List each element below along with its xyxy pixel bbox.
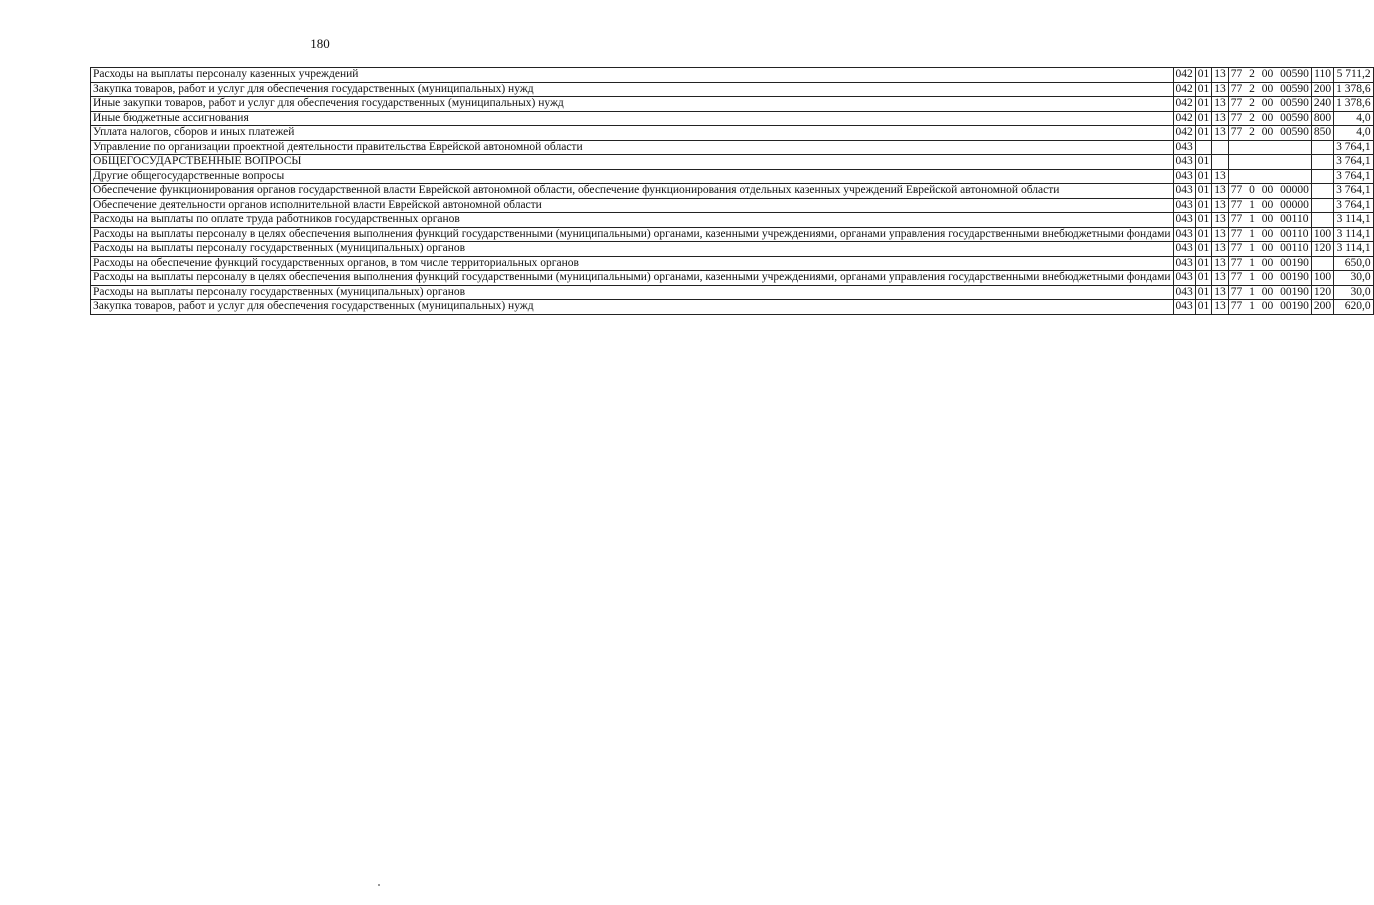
cell-ministry: 043 <box>1173 256 1195 271</box>
cell-subsection: 13 <box>1212 285 1229 300</box>
cell-subsection: 13 <box>1212 111 1229 126</box>
table-row <box>91 140 1374 155</box>
cell-vr: 200 <box>1311 82 1333 97</box>
cell-name: Другие общегосударственные вопросы <box>91 169 1174 184</box>
cell-section: 01 <box>1195 126 1212 141</box>
cell-name: Расходы на обеспечение функций государственных органов, в том числе территориальных органов <box>91 256 1174 271</box>
cell-vr <box>1311 140 1333 155</box>
cell-section: 01 <box>1195 97 1212 112</box>
cell-name: Закупка товаров, работ и услуг для обеспечения государственных (муниципальных) нужд <box>91 82 1174 97</box>
cell-vr <box>1311 198 1333 213</box>
cell-subsection: 13 <box>1212 271 1229 286</box>
cell-section <box>1195 140 1212 155</box>
cell-target <box>1228 155 1311 170</box>
cell-ministry: 043 <box>1173 184 1195 199</box>
cell-ministry: 043 <box>1173 213 1195 228</box>
cell-vr: 110 <box>1311 68 1333 83</box>
cell-vr <box>1311 256 1333 271</box>
table-row <box>91 111 1374 126</box>
cell-amount: 3 114,1 <box>1334 242 1374 257</box>
cell-amount: 620,0 <box>1334 300 1374 315</box>
cell-ministry: 043 <box>1173 300 1195 315</box>
cell-target: 77 1 00 00110 <box>1228 242 1311 257</box>
cell-target: 77 1 00 00000 <box>1228 198 1311 213</box>
cell-vr <box>1311 184 1333 199</box>
cell-ministry: 043 <box>1173 271 1195 286</box>
cell-section: 01 <box>1195 271 1212 286</box>
cell-subsection: 13 <box>1212 169 1229 184</box>
cell-section: 01 <box>1195 111 1212 126</box>
cell-subsection: 13 <box>1212 227 1229 242</box>
cell-vr: 120 <box>1311 242 1333 257</box>
table-row <box>91 155 1374 170</box>
cell-amount: 3 764,1 <box>1334 184 1374 199</box>
table-row <box>91 198 1374 213</box>
table-row <box>91 300 1374 315</box>
table-row <box>91 97 1374 112</box>
cell-name: Иные бюджетные ассигнования <box>91 111 1174 126</box>
cell-target: 77 1 00 00190 <box>1228 285 1311 300</box>
table-row <box>91 169 1374 184</box>
cell-amount: 3 764,1 <box>1334 169 1374 184</box>
cell-name: Расходы на выплаты по оплате труда работников государственных органов <box>91 213 1174 228</box>
cell-subsection: 13 <box>1212 97 1229 112</box>
cell-section: 01 <box>1195 213 1212 228</box>
cell-amount: 650,0 <box>1334 256 1374 271</box>
cell-ministry: 043 <box>1173 198 1195 213</box>
cell-target: 77 1 00 00190 <box>1228 271 1311 286</box>
table-row <box>91 82 1374 97</box>
cell-subsection: 13 <box>1212 184 1229 199</box>
cell-section: 01 <box>1195 68 1212 83</box>
cell-name: Расходы на выплаты персоналу в целях обеспечения выполнения функций государственными (муниципальными) органами, казенными учреждениями, органами управления государственными внебюджетными фондами <box>91 227 1174 242</box>
table-row <box>91 213 1374 228</box>
cell-vr <box>1311 213 1333 228</box>
cell-amount: 3 114,1 <box>1334 227 1374 242</box>
cell-ministry: 043 <box>1173 242 1195 257</box>
cell-name: Иные закупки товаров, работ и услуг для обеспечения государственных (муниципальных) нужд <box>91 97 1174 112</box>
budget-table-body <box>91 68 1374 315</box>
cell-name: Закупка товаров, работ и услуг для обеспечения государственных (муниципальных) нужд <box>91 300 1174 315</box>
cell-vr: 100 <box>1311 227 1333 242</box>
cell-ministry: 042 <box>1173 82 1195 97</box>
table-row <box>91 285 1374 300</box>
budget-table <box>90 67 1374 315</box>
cell-vr: 100 <box>1311 271 1333 286</box>
table-row <box>91 271 1374 286</box>
cell-subsection: 13 <box>1212 256 1229 271</box>
cell-section: 01 <box>1195 82 1212 97</box>
cell-name: Обеспечение функционирования органов государственной власти Еврейской автономной области, обеспечение функционирования отдельных казенных учреждений Еврейской автономной области <box>91 184 1174 199</box>
cell-ministry: 042 <box>1173 111 1195 126</box>
cell-section: 01 <box>1195 184 1212 199</box>
cell-ministry: 042 <box>1173 97 1195 112</box>
cell-target: 77 1 00 00110 <box>1228 213 1311 228</box>
cell-name: Обеспечение деятельности органов исполнительной власти Еврейской автономной области <box>91 198 1174 213</box>
cell-subsection <box>1212 140 1229 155</box>
cell-name: Уплата налогов, сборов и иных платежей <box>91 126 1174 141</box>
cell-target: 77 0 00 00000 <box>1228 184 1311 199</box>
cell-vr: 200 <box>1311 300 1333 315</box>
cell-name: Расходы на выплаты персоналу государственных (муниципальных) органов <box>91 285 1174 300</box>
table-row <box>91 242 1374 257</box>
cell-section: 01 <box>1195 169 1212 184</box>
cell-target: 77 2 00 00590 <box>1228 68 1311 83</box>
cell-ministry: 042 <box>1173 126 1195 141</box>
cell-target: 77 1 00 00110 <box>1228 227 1311 242</box>
cell-amount: 1 378,6 <box>1334 97 1374 112</box>
cell-name: Расходы на выплаты персоналу государственных (муниципальных) органов <box>91 242 1174 257</box>
cell-ministry: 043 <box>1173 140 1195 155</box>
cell-section: 01 <box>1195 300 1212 315</box>
cell-vr <box>1311 155 1333 170</box>
cell-section: 01 <box>1195 285 1212 300</box>
table-row <box>91 227 1374 242</box>
cell-subsection: 13 <box>1212 82 1229 97</box>
cell-section: 01 <box>1195 155 1212 170</box>
cell-vr: 240 <box>1311 97 1333 112</box>
cell-ministry: 042 <box>1173 68 1195 83</box>
table-row <box>91 184 1374 199</box>
cell-section: 01 <box>1195 256 1212 271</box>
table-row <box>91 256 1374 271</box>
cell-subsection: 13 <box>1212 242 1229 257</box>
cell-section: 01 <box>1195 198 1212 213</box>
cell-subsection: 13 <box>1212 68 1229 83</box>
cell-ministry: 043 <box>1173 227 1195 242</box>
cell-amount: 30,0 <box>1334 271 1374 286</box>
cell-amount: 3 764,1 <box>1334 140 1374 155</box>
table-row <box>91 126 1374 141</box>
cell-amount: 4,0 <box>1334 126 1374 141</box>
cell-target <box>1228 169 1311 184</box>
cell-ministry: 043 <box>1173 155 1195 170</box>
cell-subsection: 13 <box>1212 300 1229 315</box>
cell-ministry: 043 <box>1173 169 1195 184</box>
table-row <box>91 68 1374 83</box>
page-number: 180 <box>310 36 330 51</box>
cell-amount: 1 378,6 <box>1334 82 1374 97</box>
cell-section: 01 <box>1195 242 1212 257</box>
cell-target: 77 1 00 00190 <box>1228 300 1311 315</box>
cell-name: Управление по организации проектной деятельности правительства Еврейской автономной области <box>91 140 1174 155</box>
cell-name: Расходы на выплаты персоналу в целях обеспечения выполнения функций государственными (муниципальными) органами, казенными учреждениями, органами управления государственными внебюджетными фондами <box>91 271 1174 286</box>
cell-amount: 3 114,1 <box>1334 213 1374 228</box>
cell-ministry: 043 <box>1173 285 1195 300</box>
cell-vr: 850 <box>1311 126 1333 141</box>
scan-speck <box>378 884 380 886</box>
cell-subsection <box>1212 155 1229 170</box>
cell-amount: 5 711,2 <box>1334 68 1374 83</box>
cell-target <box>1228 140 1311 155</box>
cell-target: 77 1 00 00190 <box>1228 256 1311 271</box>
cell-vr: 800 <box>1311 111 1333 126</box>
cell-name: Расходы на выплаты персоналу казенных учреждений <box>91 68 1174 83</box>
cell-target: 77 2 00 00590 <box>1228 126 1311 141</box>
cell-amount: 4,0 <box>1334 111 1374 126</box>
cell-subsection: 13 <box>1212 213 1229 228</box>
cell-target: 77 2 00 00590 <box>1228 97 1311 112</box>
cell-amount: 30,0 <box>1334 285 1374 300</box>
cell-subsection: 13 <box>1212 126 1229 141</box>
cell-target: 77 2 00 00590 <box>1228 111 1311 126</box>
cell-target: 77 2 00 00590 <box>1228 82 1311 97</box>
cell-amount: 3 764,1 <box>1334 198 1374 213</box>
cell-name: ОБЩЕГОСУДАРСТВЕННЫЕ ВОПРОСЫ <box>91 155 1174 170</box>
cell-amount: 3 764,1 <box>1334 155 1374 170</box>
cell-section: 01 <box>1195 227 1212 242</box>
cell-vr <box>1311 169 1333 184</box>
cell-vr: 120 <box>1311 285 1333 300</box>
cell-subsection: 13 <box>1212 198 1229 213</box>
